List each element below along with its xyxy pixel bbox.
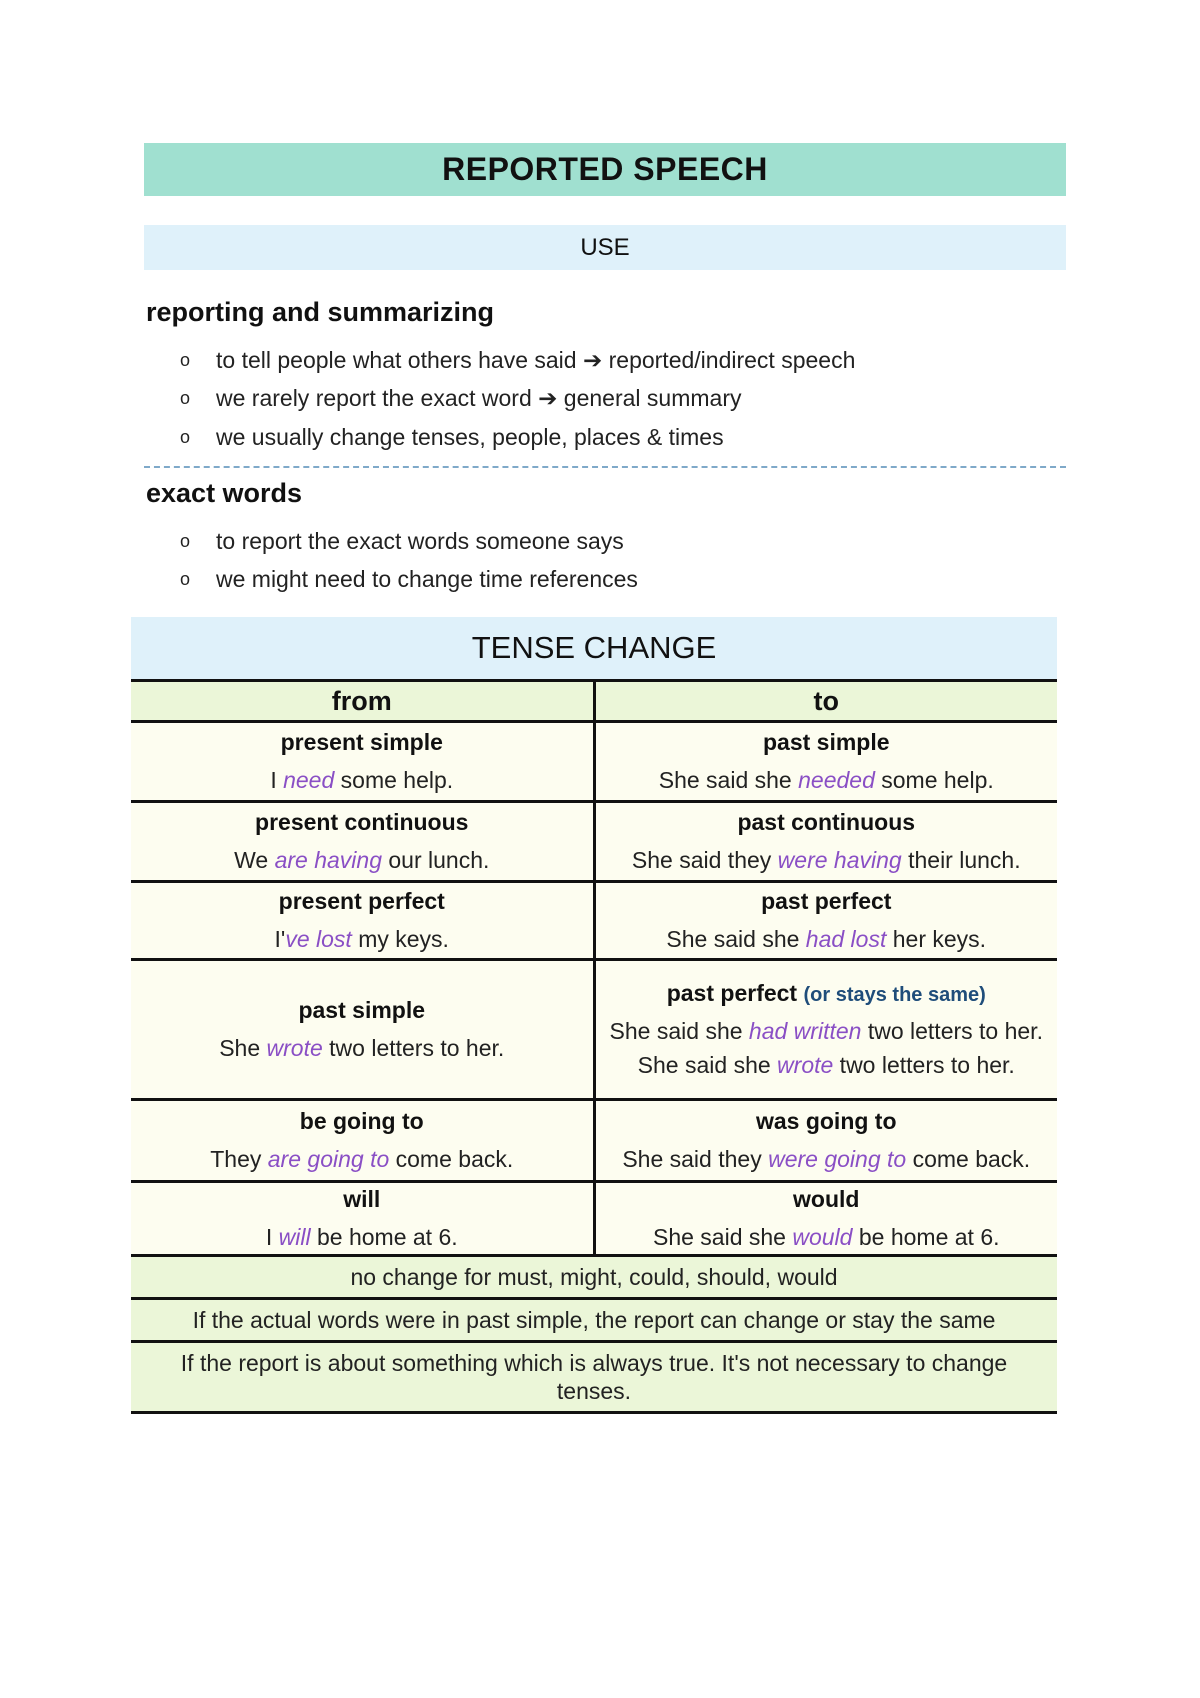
verb-phrase: wrote: [777, 1052, 834, 1078]
example-sentence: [137, 1223, 587, 1251]
table-row: [131, 882, 1057, 960]
table-row: [131, 802, 1057, 882]
sentence-text: their lunch.: [901, 847, 1021, 873]
example-sentence: [137, 925, 587, 953]
example-sentence: [137, 1145, 587, 1173]
sentence-text: be home at 6.: [310, 1224, 458, 1250]
column-header-from: from: [131, 681, 594, 722]
note-row: [131, 1299, 1057, 1342]
verb-phrase: are going to: [267, 1146, 390, 1172]
tense-name: would: [793, 1186, 860, 1212]
bullet-text: we might need to change time references: [216, 566, 638, 593]
note-cell: If the report is about something which is always true. It's not necessary to change tenses.: [131, 1342, 1057, 1413]
example-sentence: [602, 1145, 1052, 1173]
to-cell: [594, 1182, 1057, 1256]
table-row: [131, 960, 1057, 1100]
list-item: [180, 522, 638, 561]
tense-name: will: [343, 1186, 381, 1212]
sentence-text: come back.: [389, 1146, 514, 1172]
sentence-text: I: [265, 1224, 279, 1250]
bullet-mark: o: [180, 349, 191, 370]
bullet-mark: o: [180, 569, 191, 590]
to-cell: [594, 882, 1057, 960]
sentence-text: She: [219, 1035, 267, 1061]
sentence-text: some help.: [334, 767, 454, 793]
example-sentence: [602, 925, 1052, 953]
list-item: [180, 561, 638, 600]
bullet-list-exact-words: [180, 522, 638, 599]
column-header-to: to: [594, 681, 1057, 722]
tense-name: past perfect: [761, 888, 892, 914]
bullet-text: we usually change tenses, people, places & times: [216, 423, 724, 450]
to-cell: [594, 1100, 1057, 1182]
sentence-text: be home at 6.: [852, 1224, 1000, 1250]
from-cell: [131, 882, 594, 960]
bullet-text: to tell people what others have said ➔ reported/indirect speech: [216, 346, 856, 373]
verb-phrase: are having: [274, 847, 382, 873]
sentence-text: She said they: [631, 847, 778, 873]
sentence-text: She said they: [622, 1146, 769, 1172]
sentence-text: She said she: [658, 767, 799, 793]
tense-name: present simple: [280, 729, 443, 755]
tense-name: present continuous: [255, 809, 469, 835]
section-heading-reporting: reporting and summarizing: [146, 297, 495, 327]
from-cell: [131, 1100, 594, 1182]
list-item: [180, 418, 855, 457]
note-row: [131, 1342, 1057, 1413]
tense-change-table: [131, 617, 1057, 1414]
sentence-text: We: [234, 847, 275, 873]
tense-name: be going to: [299, 1108, 424, 1134]
verb-phrase: were going to: [768, 1146, 907, 1172]
sentence-text: her keys.: [886, 926, 987, 952]
bullet-mark: o: [180, 426, 191, 447]
sentence-text: She said she: [652, 1224, 793, 1250]
to-cell: [594, 960, 1057, 1100]
use-label: USE: [580, 233, 630, 261]
sentence-text: come back.: [906, 1146, 1031, 1172]
title-banner: [144, 143, 1066, 196]
example-sentence: [602, 766, 1052, 794]
to-cell: [594, 802, 1057, 882]
example-sentence: [602, 846, 1052, 874]
bullet-mark: o: [180, 530, 191, 551]
list-item: [180, 341, 855, 380]
sentence-text: two letters to her.: [861, 1018, 1043, 1044]
example-sentence: [602, 1017, 1052, 1045]
to-cell: [594, 722, 1057, 802]
sentence-text: some help.: [874, 767, 994, 793]
verb-phrase: wrote: [266, 1035, 323, 1061]
bullet-mark: o: [180, 388, 191, 409]
note-cell: If the actual words were in past simple, the report can change or stay the same: [131, 1299, 1057, 1342]
sentence-text: They: [210, 1146, 268, 1172]
from-cell: [131, 722, 594, 802]
from-cell: [131, 960, 594, 1100]
sentence-text: She said she: [666, 926, 806, 952]
sentence-text: I': [274, 926, 286, 952]
verb-phrase: had written: [748, 1018, 862, 1044]
verb-phrase: will: [278, 1224, 311, 1250]
tense-name: past continuous: [737, 809, 916, 835]
verb-phrase: had lost: [805, 926, 887, 952]
tense-name: past simple: [762, 729, 890, 755]
dashed-divider: [144, 466, 1066, 468]
tense-name: present perfect: [278, 888, 445, 914]
example-sentence: [137, 1034, 587, 1062]
use-banner: [144, 225, 1066, 270]
note-row: [131, 1256, 1057, 1299]
list-item: [180, 380, 855, 419]
from-cell: [131, 802, 594, 882]
example-sentence: [602, 1223, 1052, 1251]
sentence-text: my keys.: [351, 926, 449, 952]
verb-phrase: need: [283, 767, 335, 793]
verb-phrase: would: [792, 1224, 853, 1250]
bullet-list-reporting: [180, 341, 855, 457]
note-cell: no change for must, might, could, should, would: [131, 1256, 1057, 1299]
from-cell: [131, 1182, 594, 1256]
bullet-text: we rarely report the exact word ➔ general summary: [216, 385, 742, 412]
table-row: [131, 1100, 1057, 1182]
sentence-text: I: [270, 767, 284, 793]
tense-name: past perfect (or stays the same): [666, 980, 986, 1006]
tense-note: (or stays the same): [803, 984, 986, 1006]
verb-phrase: were having: [777, 847, 902, 873]
table-title: TENSE CHANGE: [131, 617, 1057, 681]
verb-phrase: needed: [798, 767, 875, 793]
verb-phrase: ve lost: [285, 926, 352, 952]
tense-name: past simple: [298, 997, 426, 1023]
sentence-text: She said she: [609, 1018, 749, 1044]
page-title: REPORTED SPEECH: [442, 151, 768, 187]
table-row: [131, 1182, 1057, 1256]
example-sentence: [137, 766, 587, 794]
table-row: [131, 722, 1057, 802]
sentence-text: our lunch.: [382, 847, 490, 873]
section-heading-exact-words: exact words: [146, 478, 303, 508]
sentence-text: She said she: [637, 1052, 778, 1078]
example-sentence: [602, 1051, 1052, 1079]
sentence-text: two letters to her.: [833, 1052, 1015, 1078]
tense-name: was going to: [755, 1108, 897, 1134]
bullet-text: to report the exact words someone says: [216, 527, 624, 554]
example-sentence: [137, 846, 587, 874]
sentence-text: two letters to her.: [322, 1035, 505, 1061]
